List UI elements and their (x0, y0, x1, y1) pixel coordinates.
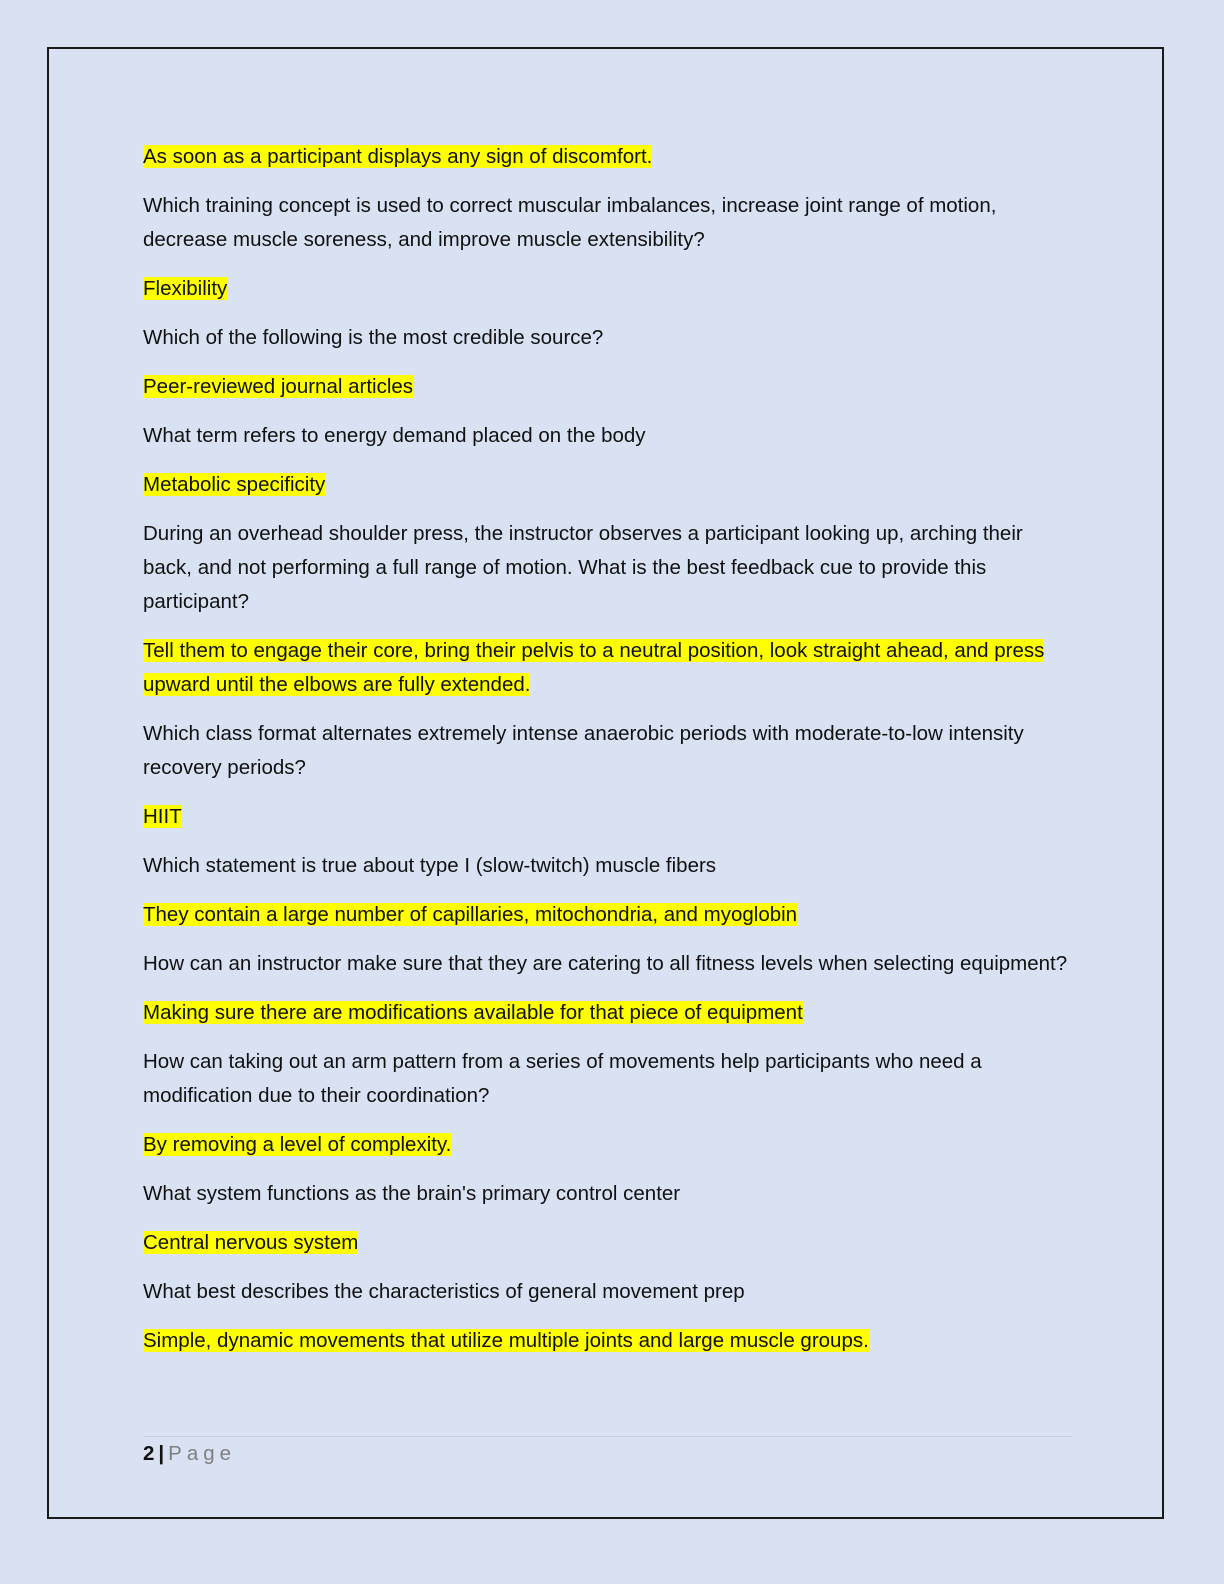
answer-paragraph (143, 272, 1073, 306)
answer-paragraph (143, 1128, 1073, 1162)
highlighted-answer-text: Metabolic specificity (143, 473, 326, 496)
document-body (143, 140, 1073, 1373)
answer-paragraph (143, 468, 1073, 502)
page-label: Page (168, 1442, 237, 1465)
highlighted-answer-text: Central nervous system (143, 1231, 359, 1254)
question-paragraph: How can an instructor make sure that they are catering to all fitness levels when selecting equipment? (143, 952, 1068, 975)
page-number: 2 (143, 1442, 155, 1465)
answer-paragraph (143, 800, 1073, 834)
highlighted-answer-text: Flexibility (143, 277, 228, 300)
answer-paragraph (143, 898, 1073, 932)
highlighted-answer-text: HIIT (143, 805, 182, 828)
question-paragraph: Which statement is true about type I (slow-twitch) muscle fibers (143, 854, 717, 877)
question-paragraph: Which class format alternates extremely intense anaerobic periods with moderate-to-low intensity recovery periods? (143, 722, 1024, 779)
footer-divider (143, 1436, 1073, 1437)
highlighted-answer-text: Tell them to engage their core, bring their pelvis to a neutral position, look straight ahead, and press upward until the elbows are fully extended. (143, 639, 1045, 696)
highlighted-answer-text: By removing a level of complexity. (143, 1133, 452, 1156)
footer-separator: | (158, 1442, 165, 1465)
question-paragraph: What system functions as the brain's primary control center (143, 1182, 681, 1205)
highlighted-answer-text: They contain a large number of capillaries, mitochondria, and myoglobin (143, 903, 798, 926)
question-paragraph: Which of the following is the most credible source? (143, 326, 604, 349)
answer-paragraph (143, 1324, 1073, 1358)
question-paragraph: What best describes the characteristics of general movement prep (143, 1280, 745, 1303)
page-footer (143, 1440, 236, 1468)
answer-paragraph (143, 140, 1073, 174)
highlighted-answer-text: Peer-reviewed journal articles (143, 375, 414, 398)
answer-paragraph (143, 996, 1073, 1030)
highlighted-answer-text: Simple, dynamic movements that utilize multiple joints and large muscle groups. (143, 1329, 869, 1352)
question-paragraph: During an overhead shoulder press, the instructor observes a participant looking up, arching their back, and not performing a full range of motion. What is the best feedback cue to provide this participant? (143, 522, 1023, 613)
highlighted-answer-text: Making sure there are modifications available for that piece of equipment (143, 1001, 803, 1024)
question-paragraph: Which training concept is used to correct muscular imbalances, increase joint range of motion, decrease muscle soreness, and improve muscle extensibility? (143, 194, 997, 251)
question-paragraph: How can taking out an arm pattern from a series of movements help participants who need a modification due to their coordination? (143, 1050, 982, 1107)
highlighted-answer-text: As soon as a participant displays any sign of discomfort. (143, 145, 653, 168)
question-paragraph: What term refers to energy demand placed on the body (143, 424, 646, 447)
answer-paragraph (143, 1226, 1073, 1260)
answer-paragraph (143, 370, 1073, 404)
answer-paragraph (143, 634, 1073, 702)
